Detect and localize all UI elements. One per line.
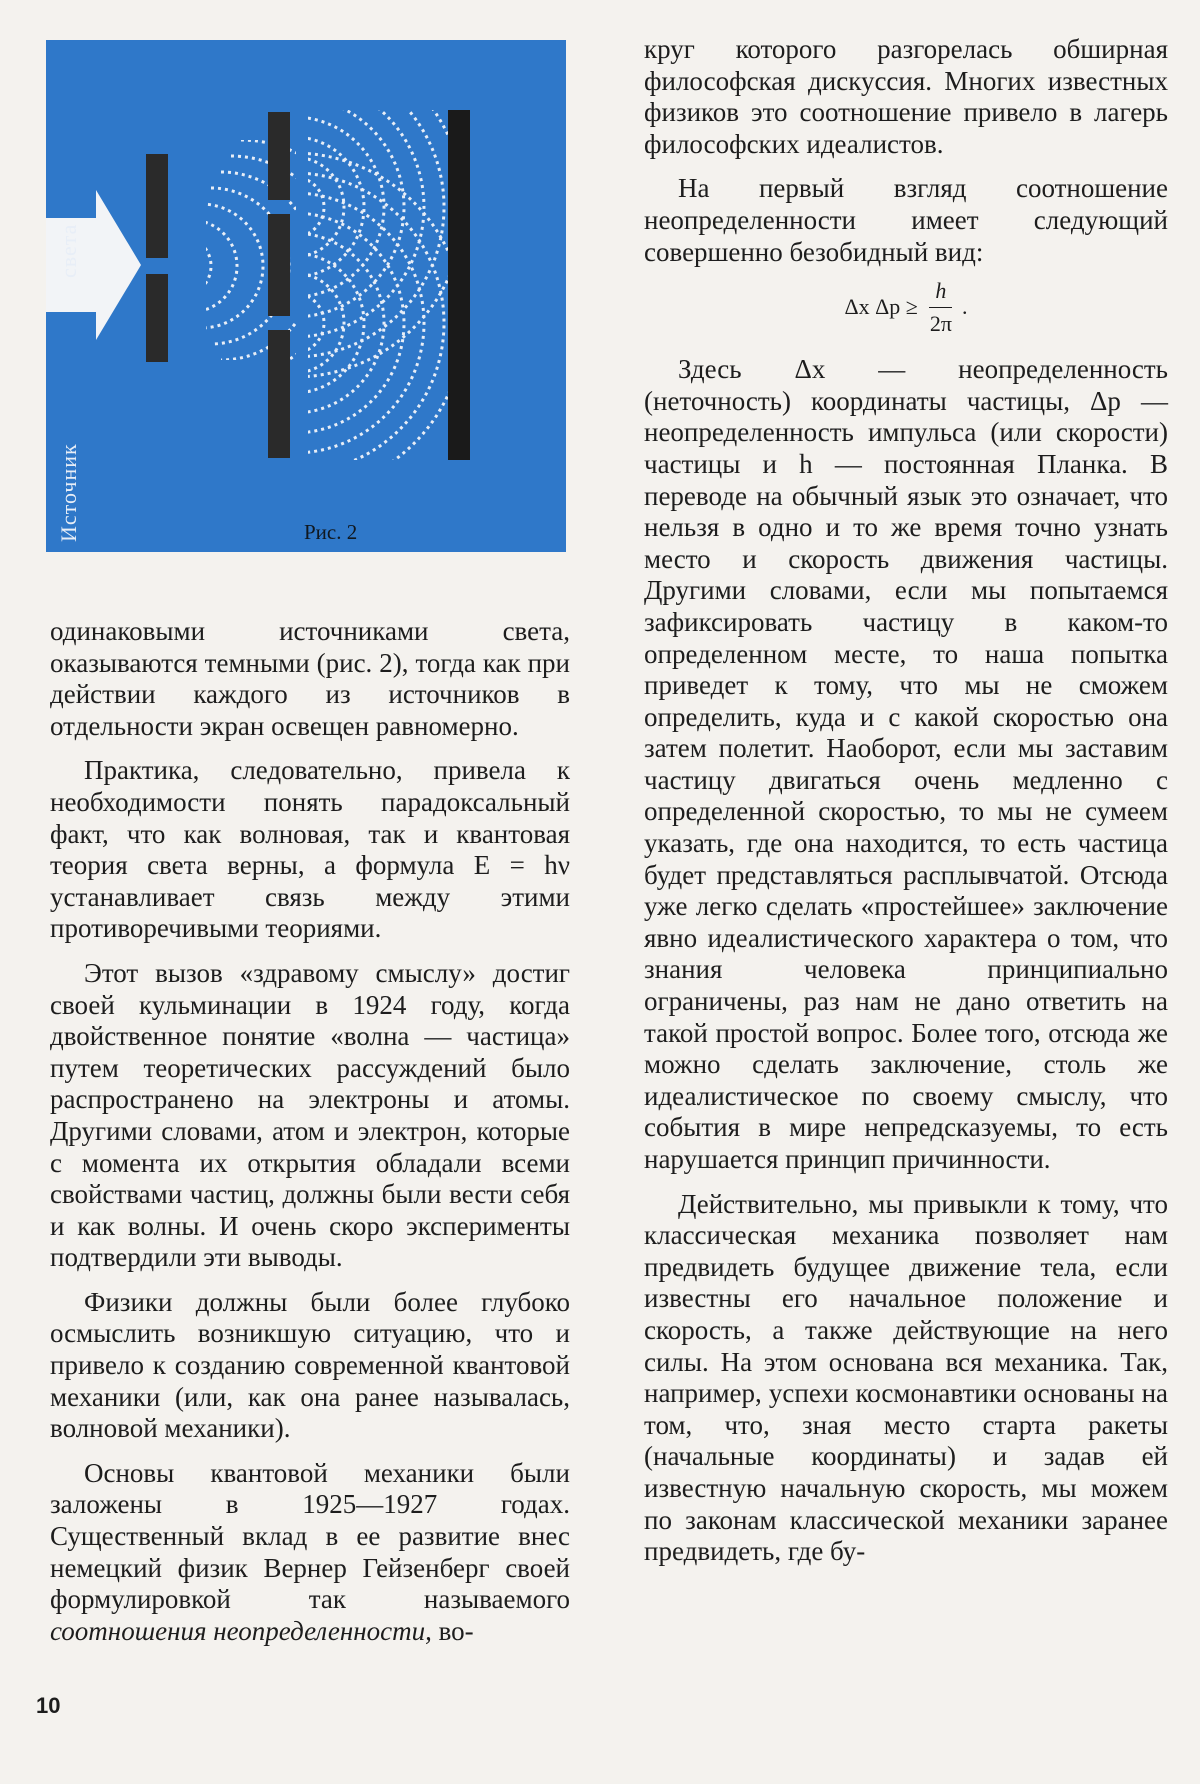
label-light: света [56, 223, 81, 278]
barrier-double-slit-bottom [268, 330, 290, 458]
paragraph [50, 1458, 570, 1648]
barrier-single-slit-bottom [146, 274, 168, 362]
paragraph: Здесь Δx — неопределенность (неточность) координаты частицы, Δp — неопределенность импульса (или скорости) частицы и h — постоянная Планка. В переводе на обычный язык это означает, что нельзя в одно и то же время точно узнать место и скорость движения частицы. Другими словами, если мы попытаемся зафиксировать частицу в каком-то определенном месте, то наша попытка приведет к тому, что мы не сможем определить, куда и с какой скоростью она затем полетит. Наоборот, если мы заставим частицу двигаться очень медленно с определенной скоростью, то мы не сумеем указать, где она находится, то есть частица будет представляться расплывчатой. Отсюда уже легко сделать «простейшее» заключение явно идеалистического характера о том, что знания человека принципиально ограничены, раз нам не дано ответить на такой простой вопрос. Более того, отсюда же можно сделать заключение, столь же идеалистическое по своему смыслу, что события в мире непредсказуемы, то есть нарушается принцип причинности. [644, 354, 1168, 1174]
barrier-single-slit-top [146, 154, 168, 258]
paragraph: круг которого разгорелась обширная философская дискуссия. Многих известных физиков это соотношение привело в лагерь философских идеалистов. [644, 34, 1168, 159]
paragraph: Действительно, мы привыкли к тому, что классическая механика позволяет нам предвидеть будущее движение тела, если известны его начальное положение и скорость, а также действующие на него силы. На этом основана вся механика. Так, например, успехи космонавтики основаны на том, что, зная место старта ракеты (начальные координаты) и задав ей известную начальную скорость, мы можем по законам классической механики заранее предвидеть, где бу- [644, 1188, 1168, 1567]
right-column [644, 34, 1168, 1581]
paragraph: На первый взгляд соотношение неопределенности имеет следующий совершенно безобидный вид: [644, 173, 1168, 267]
paragraph-text: Основы квантовой механики были заложены в 1925—1927 годах. Существенный вклад в ее развитие внес немецкий физик Вернер Гейзенберг своей формулировкой так называемого [50, 1457, 570, 1615]
formula-numerator: h [929, 275, 952, 308]
paragraph: Физики должны были более глубоко осмыслить возникшую ситуацию, что и привело к созданию современной квантовой механики (или, как она ранее называлась, волновой механики). [50, 1286, 570, 1444]
page-number: 10 [36, 1693, 61, 1718]
figure-caption: Рис. 2 [304, 520, 358, 544]
uncertainty-formula [644, 278, 1168, 336]
formula-fraction [924, 275, 958, 339]
formula-denominator: 2π [929, 310, 952, 336]
screen [448, 110, 470, 460]
paragraph: Практика, следовательно, привела к необходимости понять парадоксальный факт, что как волновая, так и квантовая теория света верны, а формула E = hν устанавливает связь между этими противоречивыми теориями. [50, 755, 570, 944]
formula-end: . [961, 294, 968, 320]
paragraph: Этот вызов «здравому смыслу» достиг своей кульминации в 1924 году, когда двойственное понятие «волна — частица» путем теоретических рассуждений было распространено на электроны и атомы. Другими словами, атом и электрон, которые с момента их открытия обладали всеми свойствами частиц, должны были вести себя и как волны. И очень скоро эксперименты подтвердили эти выводы. [50, 957, 570, 1273]
barrier-double-slit-top [268, 112, 290, 200]
formula-left: Δx Δp ≥ [844, 294, 918, 320]
paragraph-tail: во- [431, 1615, 474, 1646]
label-source: Источник [56, 443, 81, 542]
double-slit-illustration [46, 40, 566, 552]
figure-double-slit [46, 40, 566, 552]
paragraph: одинаковыми источниками света, оказываются темными (рис. 2), тогда как при действии каждого из источников в отдельности экран освещен равномерно. [50, 616, 570, 741]
waves-double-slit [294, 40, 464, 493]
italic-term: соотношения неопределенности, [50, 1615, 432, 1646]
barrier-double-slit-middle [268, 214, 290, 316]
left-column [50, 616, 570, 1660]
